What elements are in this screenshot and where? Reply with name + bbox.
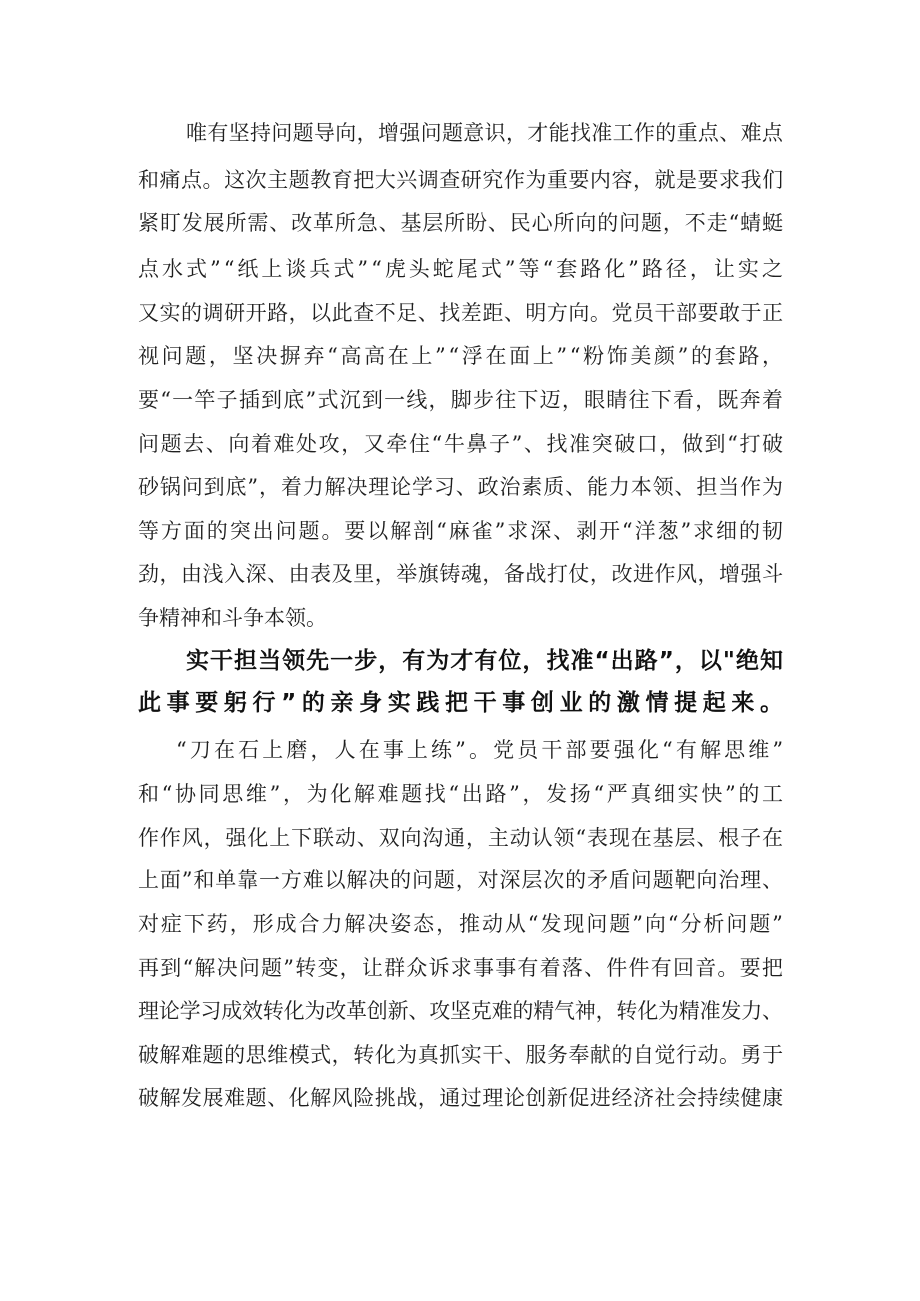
- line-text: 视问题，坚决摒弃“高高在上”“浮在面上”“粉饰美颜”的套路，: [138, 344, 786, 368]
- text-line: [0, 904, 920, 944]
- heading-line: [0, 683, 920, 723]
- line-text: 破解发展难题、化解风险挑战，通过理论创新促进经济社会持续健康: [138, 1086, 784, 1110]
- line-text: 和痛点。这次主题教育把大兴调查研究作为重要内容，就是要求我们: [138, 168, 784, 192]
- line-text: 又实的调研开路，以此查不足、找差距、明方向。党员干部要敢于正: [138, 301, 784, 325]
- text-line: [0, 336, 920, 376]
- line-text: 作作风，强化上下联动、双向沟通，主动认领“表现在基层、根子在: [138, 826, 784, 850]
- line-text: 等方面的突出问题。要以解剖“麻雀”求深、剥开“洋葱”求细的韧: [138, 519, 785, 543]
- heading-text: 此事要躬行”的亲身实践把干事创业的激情提起来。: [138, 690, 789, 716]
- text-line: [0, 730, 920, 770]
- text-line: [0, 511, 920, 551]
- text-line: [0, 380, 920, 420]
- text-line: [0, 774, 920, 814]
- heading-text: 实干担当领先一步，有为才有位，找准“出路”，以"绝知: [186, 648, 784, 674]
- text-line: [0, 249, 920, 289]
- line-text: “刀在石上磨，人在事上练”。党员干部要强化“有解思维”: [176, 738, 787, 762]
- line-text: 点水式”“纸上谈兵式”“虎头蛇尾式”等“套路化”路径，让实之: [138, 257, 786, 281]
- line-text: 要“一竿子插到底”式沉到一线，脚步往下迈，眼睛往下看，既奔着: [138, 388, 785, 412]
- text-line: [0, 467, 920, 507]
- text-line: [0, 203, 920, 243]
- line-text: 对症下药，形成合力解决姿态，推动从“发现问题”向“分析问题”: [138, 912, 785, 936]
- text-line: [0, 293, 920, 333]
- text-line: [0, 860, 920, 900]
- text-line: [0, 554, 920, 594]
- line-text: 上面”和单靠一方难以解决的问题，对深层次的矛盾问题靶向治理、: [138, 868, 784, 892]
- line-text: 和“协同思维”，为化解难题找“出路”，发扬“严真细实快”的工: [138, 782, 786, 806]
- line-text: 破解难题的思维模式，转化为真抓实干、服务奉献的自觉行动。勇于: [138, 1043, 784, 1067]
- line-text: 理论学习成效转化为改革创新、攻坚克难的精气神，转化为精准发力、: [138, 999, 783, 1023]
- line-text: 劲，由浅入深、由表及里，举旗铸魂，备战打仗，改进作风，增强斗: [138, 562, 784, 586]
- line-text: 唯有坚持问题导向，增强问题意识，才能找准工作的重点、难点: [186, 121, 784, 145]
- text-line: [0, 160, 920, 200]
- text-line: [0, 424, 920, 464]
- text-line: [0, 598, 920, 638]
- line-text: 紧盯发展所需、改革所急、基层所盼、民心所向的问题，不走“蜻蜓: [138, 211, 784, 235]
- text-line: [0, 1035, 920, 1075]
- text-line: [0, 991, 920, 1031]
- heading-line: [0, 641, 920, 681]
- line-text: 争精神和斗争本领。: [138, 606, 327, 630]
- text-line: [0, 948, 920, 988]
- text-line: [0, 113, 920, 153]
- text-line: [0, 1078, 920, 1118]
- text-line: [0, 818, 920, 858]
- line-text: 问题去、向着难处攻，又牵住“牛鼻子”、找准突破口，做到“打破: [138, 432, 785, 456]
- line-text: 再到“解决问题”转变，让群众诉求事事有着落、件件有回音。要把: [138, 956, 785, 980]
- line-text: 砂锅问到底”，着力解决理论学习、政治素质、能力本领、担当作为: [138, 475, 784, 499]
